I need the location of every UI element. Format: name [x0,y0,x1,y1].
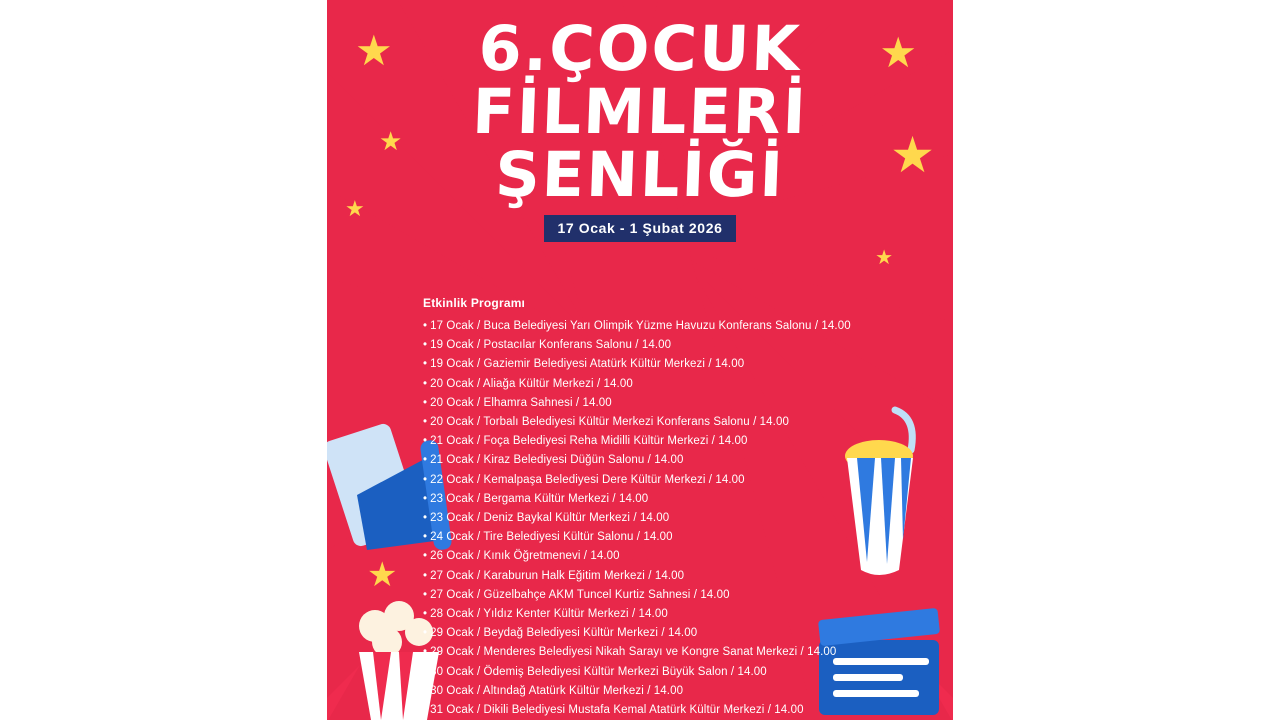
program-list-item-label: 20 Ocak / Torbalı Belediyesi Kültür Merkezi Konferans Salonu / 14.00 [430,416,789,429]
program-list-item [423,663,923,682]
star-icon: ★ [875,247,893,269]
program-list [423,317,923,720]
program-list-item-label: 24 Ocak / Tire Belediyesi Kültür Salonu / 14.00 [430,531,673,544]
poster-title-block [327,6,953,242]
program-list-item-label: 22 Ocak / Kemalpaşa Belediyesi Dere Kültür Merkezi / 14.00 [430,473,745,486]
program-list-item-label: 23 Ocak / Deniz Baykal Kültür Merkezi / 14.00 [430,512,670,525]
program-list-item [423,375,923,394]
bullet-icon: • [423,377,428,390]
program-list-item [423,624,923,643]
bullet-icon: • [423,588,428,601]
program-list-item-label: 30 Ocak / Ödemiş Belediyesi Kültür Merkezi Büyük Salon / 14.00 [430,665,767,678]
event-program [423,296,923,720]
date-range-ribbon: 17 Ocak - 1 Şubat 2026 [544,215,737,242]
bullet-icon: • [423,473,428,486]
program-list-item-label: 23 Ocak / Bergama Kültür Merkezi / 14.00 [430,492,649,505]
program-list-item-label: 20 Ocak / Elhamra Sahnesi / 14.00 [430,396,612,409]
star-icon: ★ [345,196,365,221]
bullet-icon: • [423,704,428,717]
program-list-item [423,355,923,374]
bullet-icon: • [423,531,428,544]
bullet-icon: • [423,627,428,640]
program-heading: Etkinlik Programı [423,296,526,310]
bullet-icon: • [423,416,428,429]
program-list-item [423,586,923,605]
program-list-item [423,547,923,566]
bullet-icon: • [423,358,428,371]
program-list-item-label: 27 Ocak / Güzelbahçe AKM Tuncel Kurtiz Sahnesi / 14.00 [430,588,730,601]
program-list-item-label: 21 Ocak / Kiraz Belediyesi Düğün Salonu / 14.00 [430,454,684,467]
program-list-item [423,317,923,336]
program-list-item [423,451,923,470]
program-list-item-label: 29 Ocak / Beydağ Belediyesi Kültür Merkezi / 14.00 [430,627,698,640]
title-line-2: FİLMLERİ [471,75,809,149]
program-list-item [423,701,923,720]
bullet-icon: • [423,396,428,409]
program-list-item-label: 17 Ocak / Buca Belediyesi Yarı Olimpik Yüzme Havuzu Konferans Salonu / 14.00 [430,320,851,332]
star-icon: ★ [879,29,917,76]
star-icon: ★ [379,126,403,156]
bullet-icon: • [423,435,428,448]
bullet-icon: • [423,339,428,352]
program-list-item-label: 19 Ocak / Postacılar Konferans Salonu / 14.00 [430,339,672,352]
bullet-icon: • [423,454,428,467]
bullet-icon: • [423,569,428,582]
film-festival-poster [327,0,953,720]
bullet-icon: • [423,646,428,659]
program-list-item-label: 26 Ocak / Kınık Öğretmenevi / 14.00 [430,550,620,563]
program-list-item [423,605,923,624]
program-list-item [423,567,923,586]
program-list-item [423,490,923,509]
title-line-3: ŞENLİĞİ [494,138,786,212]
bullet-icon: • [423,608,428,621]
star-icon: ★ [355,27,393,74]
title-line-1: 6.ÇOCUK [477,12,803,85]
bullet-icon: • [423,512,428,525]
program-list-item-label: 28 Ocak / Yıldız Kenter Kültür Merkezi / 14.00 [430,608,668,621]
star-icon: ★ [890,127,935,183]
program-list-item-label: 20 Ocak / Aliağa Kültür Merkezi / 14.00 [430,377,633,390]
program-list-item-label: 29 Ocak / Menderes Belediyesi Nikah Sarayı ve Kongre Sanat Merkezi / 14.00 [430,646,837,659]
star-icon: ★ [367,556,398,594]
bullet-icon: • [423,320,428,332]
program-list-item-label: 27 Ocak / Karaburun Halk Eğitim Merkezi / 14.00 [430,569,685,582]
program-list-item [423,509,923,528]
bullet-icon: • [423,684,428,697]
bullet-icon: • [423,550,428,563]
program-list-item-label: 31 Ocak / Dikili Belediyesi Mustafa Kemal Atatürk Kültür Merkezi / 14.00 [430,704,804,717]
program-list-item [423,413,923,432]
program-list-item [423,432,923,451]
program-list-item [423,394,923,413]
program-list-item-label: 21 Ocak / Foça Belediyesi Reha Midilli Kültür Merkezi / 14.00 [430,435,748,448]
program-list-item [423,643,923,662]
program-list-item [423,336,923,355]
program-list-item [423,528,923,547]
program-list-item [423,682,923,701]
program-list-item-label: 30 Ocak / Altındağ Atatürk Kültür Merkezi / 14.00 [430,684,684,697]
program-list-item [423,471,923,490]
bullet-icon: • [423,665,428,678]
bullet-icon: • [423,492,428,505]
program-list-item-label: 19 Ocak / Gaziemir Belediyesi Atatürk Kültür Merkezi / 14.00 [430,358,745,371]
